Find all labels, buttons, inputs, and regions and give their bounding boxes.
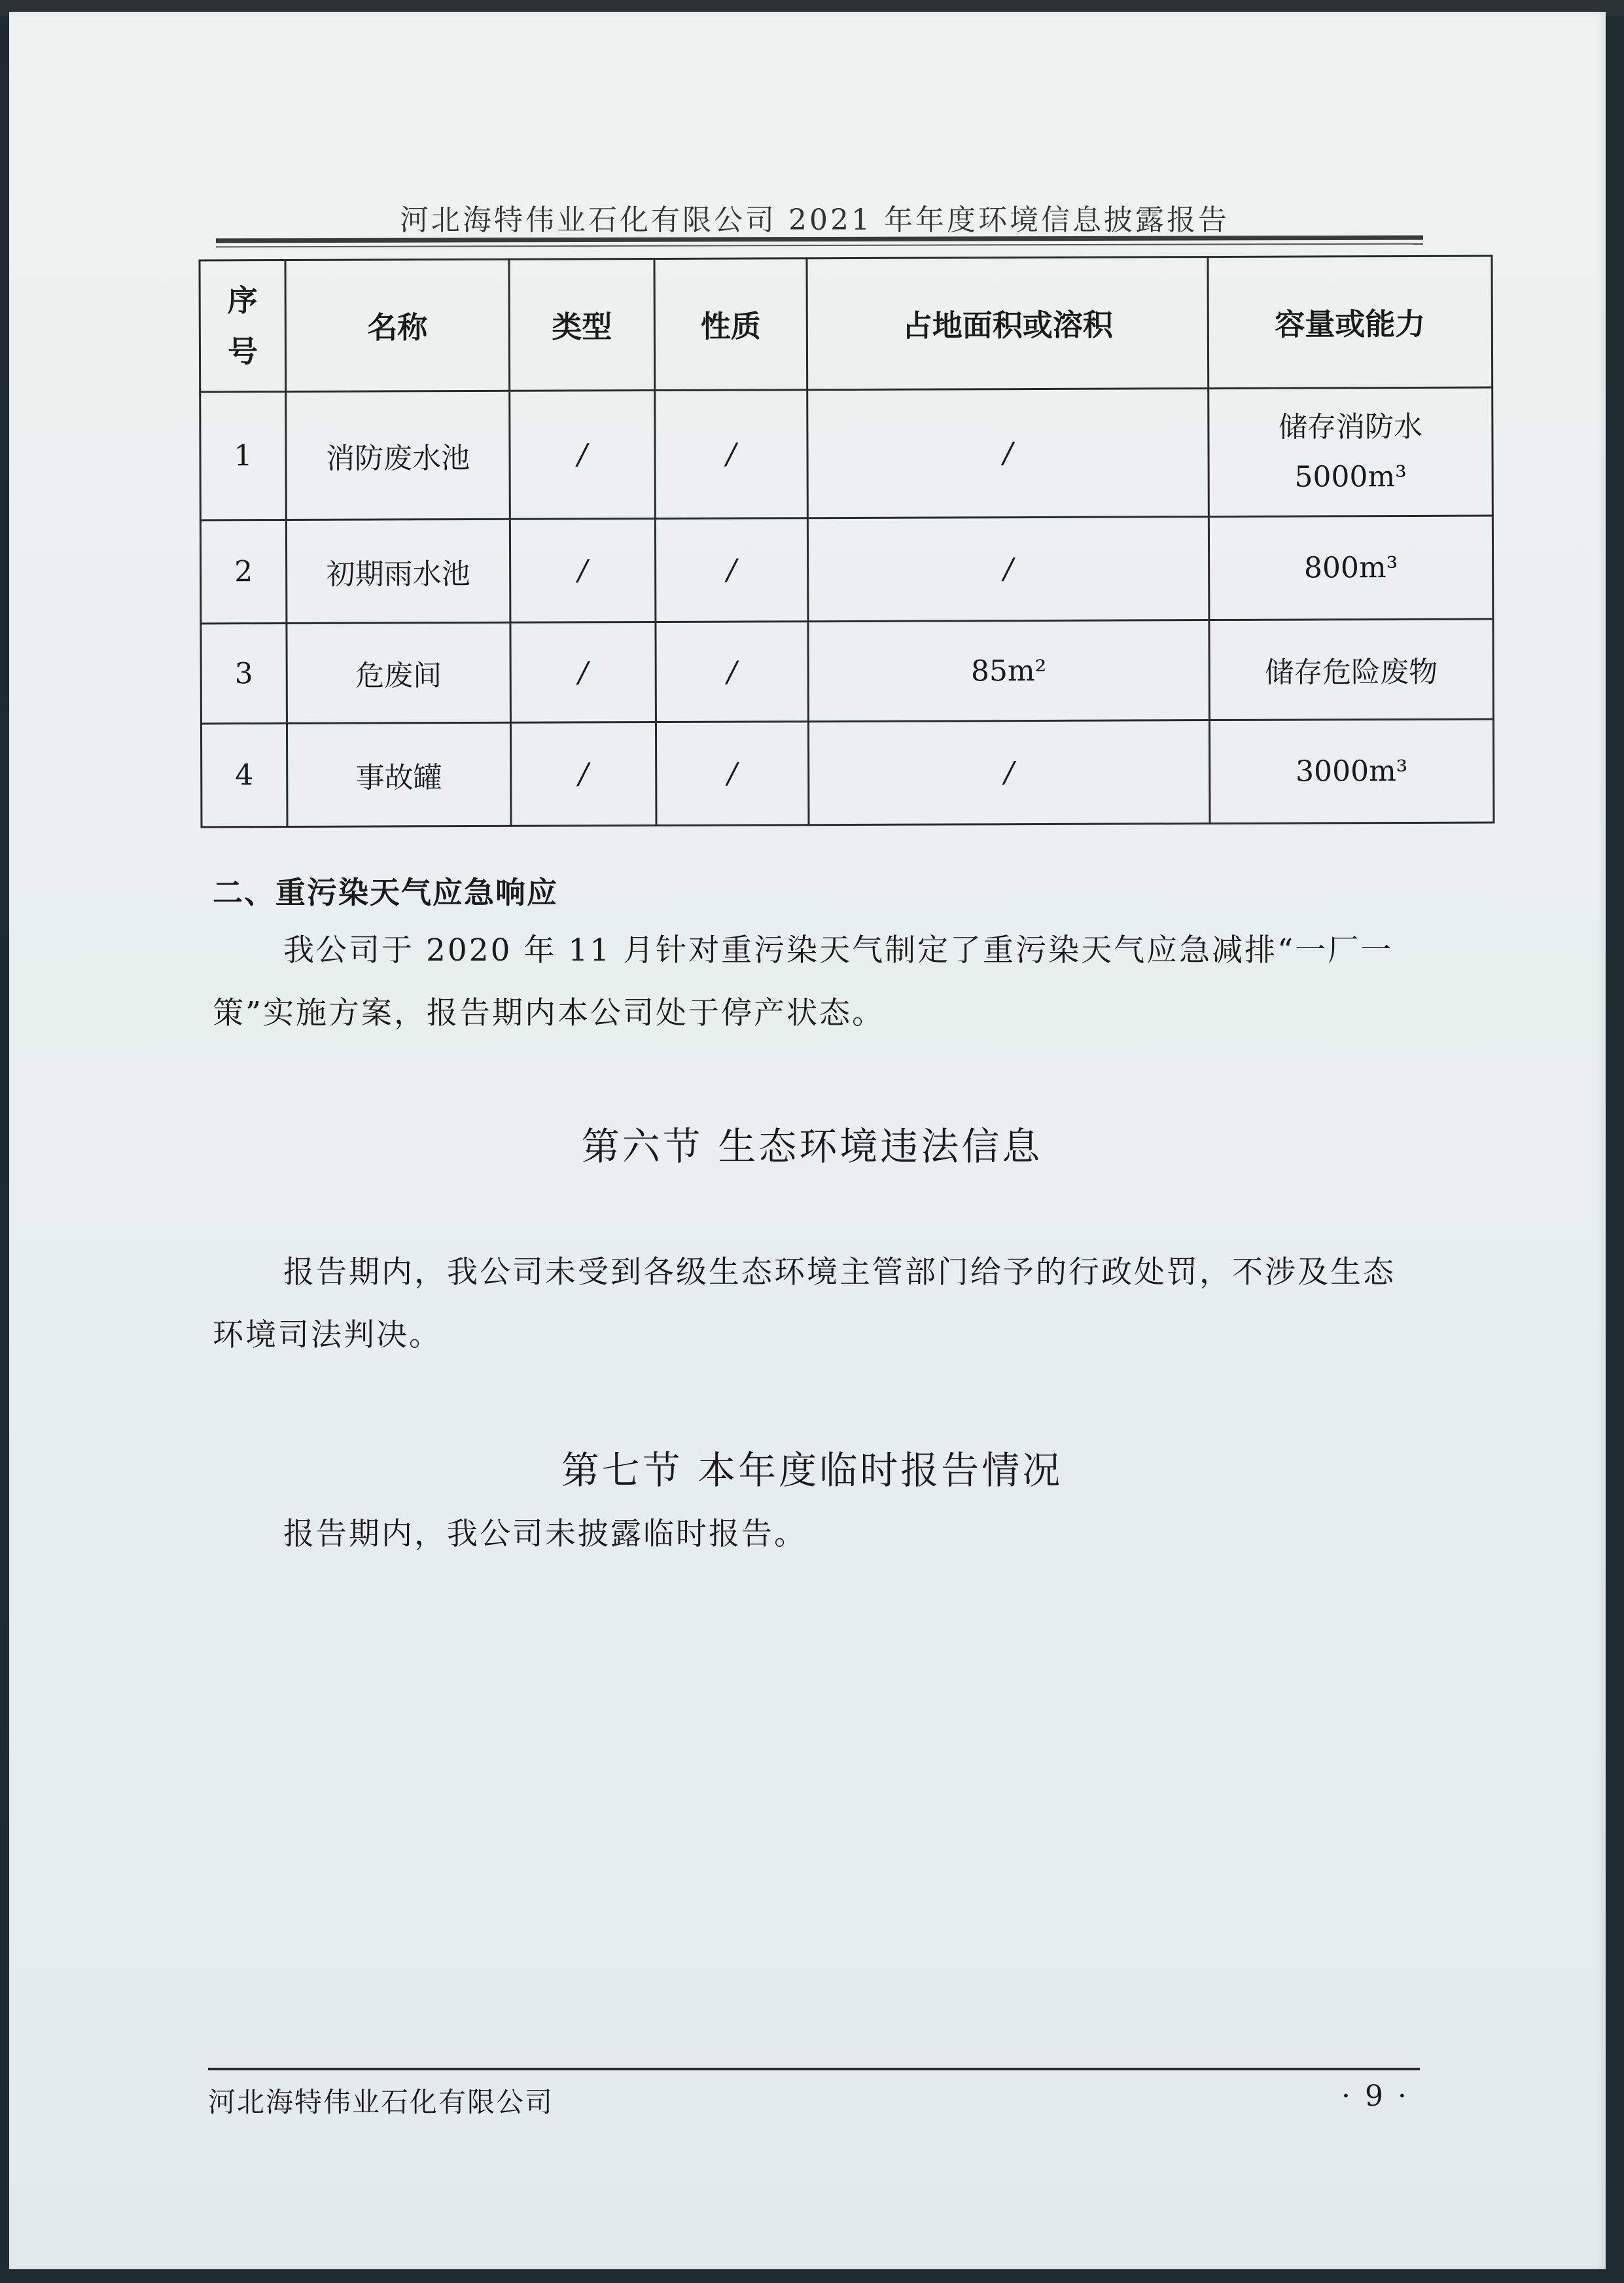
cell-area: 85m²: [808, 620, 1210, 722]
cell-seq: 1: [200, 391, 287, 520]
header-type: 类型: [509, 259, 655, 391]
table-row: [200, 516, 1493, 624]
footer-company: 河北海特伟业石化有限公司: [208, 2086, 554, 2118]
cell-area: /: [808, 720, 1210, 825]
cell-area: /: [807, 389, 1209, 518]
cell-area: /: [807, 517, 1209, 622]
table-row: [200, 387, 1493, 520]
cell-seq: 4: [201, 723, 287, 826]
capacity-line2: 5000m³: [1294, 459, 1407, 494]
header-nature: 性质: [654, 258, 807, 391]
cell-name: 初期雨水池: [286, 519, 510, 623]
cell-type: /: [510, 391, 656, 520]
paragraph-temporary-reports: 报告期内，我公司未披露临时报告。: [283, 1516, 807, 1552]
header-area: 占地面积或溶积: [807, 257, 1209, 390]
cell-seq: 3: [201, 623, 287, 723]
cell-type: /: [510, 722, 656, 826]
cell-nature: /: [656, 722, 809, 826]
cell-nature: /: [655, 390, 808, 519]
running-header: 河北海特伟业石化有限公司 2021 年年度环境信息披露报告: [400, 204, 1229, 237]
cell-type: /: [510, 622, 656, 723]
cell-name: 事故罐: [287, 722, 511, 826]
table-header-row: [200, 256, 1492, 392]
header-capacity: 容量或能力: [1208, 256, 1492, 389]
cell-nature: /: [656, 622, 809, 722]
cell-seq: 2: [200, 520, 287, 623]
page-number: · 9 ·: [1341, 2079, 1409, 2113]
chapter-title-violations: 第六节 生态环境违法信息: [581, 1124, 1043, 1169]
paragraph-emergency: 我公司于 2020 年 11 月针对重污染天气制定了重污染天气应急减排“一厂一策”实施方案，报告期内本公司处于停产状态。: [213, 932, 1394, 1031]
table-row: [201, 619, 1494, 724]
cell-type: /: [510, 519, 656, 623]
cell-capacity: [1209, 387, 1493, 517]
section-heading-emergency: 二、重污染天气应急响应: [213, 875, 558, 910]
header-seq-line1: 序: [227, 283, 258, 319]
paragraph-violations: 报告期内，我公司未受到各级生态环境主管部门给予的行政处罚，不涉及生态环境司法判决。: [213, 1254, 1396, 1353]
table-row: [201, 719, 1494, 827]
chapter-title-temporary-reports: 第七节 本年度临时报告情况: [561, 1448, 1063, 1493]
capacity-line1: 储存消防水: [1278, 410, 1422, 444]
cell-nature: /: [655, 518, 808, 622]
cell-capacity: 800m³: [1209, 516, 1493, 620]
cell-name: 危废间: [287, 622, 511, 723]
cell-capacity: 储存危险废物: [1209, 619, 1494, 720]
footer-rule: [208, 2068, 1420, 2070]
header-name: 名称: [285, 259, 510, 391]
header-seq-line2: 号: [227, 334, 258, 370]
cell-name: 消防废水池: [286, 391, 510, 520]
cell-capacity: 3000m³: [1209, 719, 1494, 824]
header-seq: [200, 260, 286, 391]
facility-table: [198, 255, 1494, 828]
